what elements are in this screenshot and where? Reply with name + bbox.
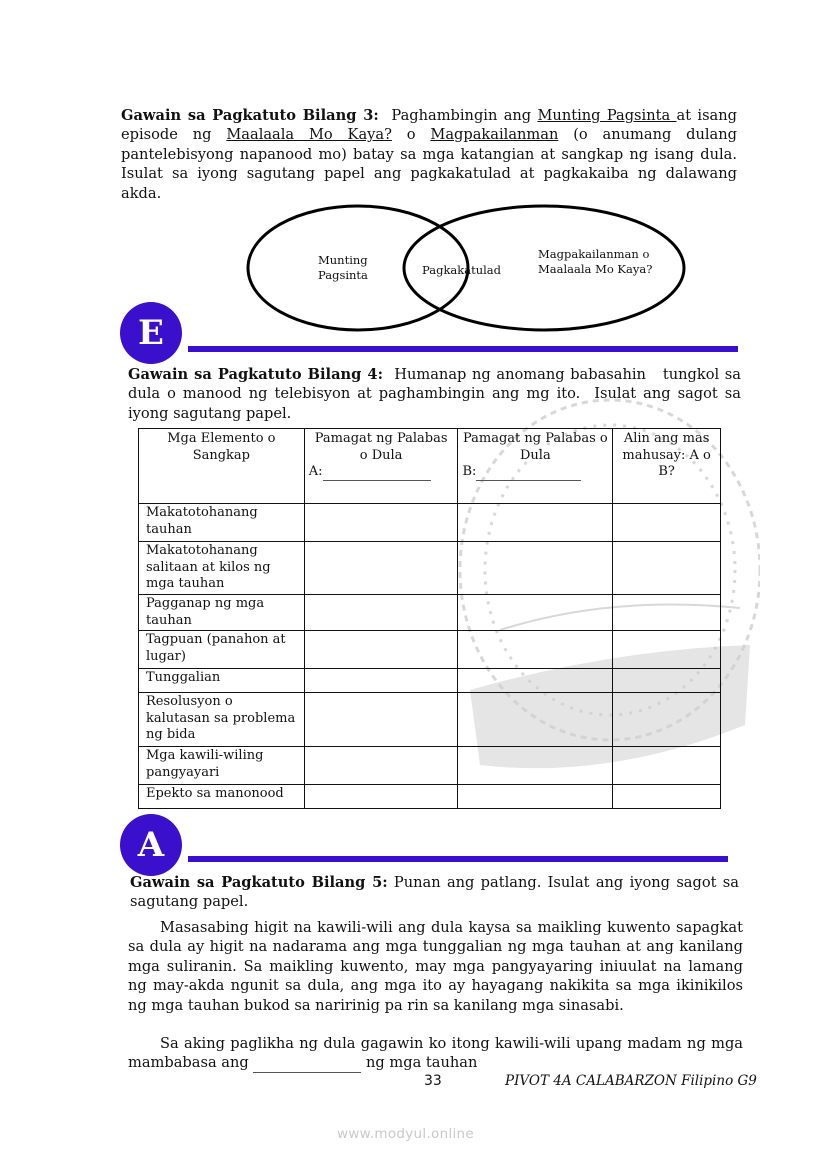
comparison-table xyxy=(138,428,721,809)
venn-left-label: Munting Pagsinta xyxy=(318,253,368,282)
header-elements: Mga Elemento o Sangkap xyxy=(139,429,305,504)
cell-a[interactable] xyxy=(304,669,458,693)
section-a-badge: A xyxy=(120,814,182,876)
activity-5-label: Gawain sa Pagkatuto Bilang 5: xyxy=(130,874,388,891)
activity-5-paragraph-1: Masasabing higit na kawili-wili ang dula kaysa sa maikling kuwento sapagkat sa dula ay higit na nadarama ang mga tunggalian ng mga tauhan at ang kanilang mga suliranin. Sa maikling kuwento, may mga pangyayaring iniuulat na lamang ng may-akda ngunit sa dula, ang mga ito ay hayagang nakikita sa mga ikinikilos ng mga tauhan bukod sa naririnig pa rin sa kanilang mga sinasabi. xyxy=(128,919,743,1014)
table-header-row xyxy=(139,429,721,504)
cell-better[interactable] xyxy=(613,785,721,809)
header-which-better: Alin ang mas mahusay: A o B? xyxy=(613,429,721,504)
activity-5-instructions: Gawain sa Pagkatuto Bilang 5: Punan ang patlang. Isulat ang iyong sagot sa sagutang papel. xyxy=(130,874,739,911)
row-label: Makatotohanang tauhan xyxy=(139,504,305,542)
cell-a[interactable] xyxy=(304,595,458,631)
row-label: Makatotohanang salitaan at kilos ng mga tauhan xyxy=(139,542,305,595)
cell-a[interactable] xyxy=(304,693,458,747)
title-b-blank[interactable] xyxy=(476,480,581,481)
table-row xyxy=(139,747,721,785)
row-label: Epekto sa manonood xyxy=(139,785,305,809)
cell-better[interactable] xyxy=(613,595,721,631)
activity-4-instructions: Gawain sa Pagkatuto Bilang 4: Humanap ng anomang babasahin tungkol sa dula o manood ng telebisyon at paghambingin ang mg ito. Isulat ang sagot sa iyong sagutang papel. xyxy=(128,366,746,422)
cell-b[interactable] xyxy=(458,747,613,785)
website-watermark: www.modyul.online xyxy=(337,1126,475,1142)
cell-better[interactable] xyxy=(613,504,721,542)
table-row xyxy=(139,504,721,542)
cell-b[interactable] xyxy=(458,693,613,747)
cell-b[interactable] xyxy=(458,669,613,693)
title-magpakailanman: Magpakailanman xyxy=(430,126,559,144)
header-title-a: Pamagat ng Palabas o Dula A: xyxy=(304,429,458,504)
header-title-b: Pamagat ng Palabas o Dula B: xyxy=(458,429,613,504)
activity-5-paragraph-2: Sa aking paglikha ng dula gagawin ko itong kawili-wili upang madam ng mga mambabasa ang ng mga tauhan xyxy=(128,1035,743,1072)
activity-3-label: Gawain sa Pagkatuto Bilang 3: xyxy=(121,107,379,124)
cell-better[interactable] xyxy=(613,669,721,693)
cell-a[interactable] xyxy=(304,747,458,785)
row-label: Tunggalian xyxy=(139,669,305,693)
cell-better[interactable] xyxy=(613,631,721,669)
table-row xyxy=(139,631,721,669)
table-row xyxy=(139,669,721,693)
cell-b[interactable] xyxy=(458,631,613,669)
activity-3-instructions: Gawain sa Pagkatuto Bilang 3: Paghambingin ang Munting Pagsinta at isang episode ng Maalaala Mo Kaya? o Magpakailanman (o anumang dulang pantelebisyong napanood mo) batay sa mga katangian at sangkap ng isang dula. Isulat sa iyong sagutang papel ang pagkakatulad at pagkakaiba ng dalawang akda. xyxy=(121,107,737,202)
section-a-divider xyxy=(188,856,728,862)
cell-b[interactable] xyxy=(458,595,613,631)
cell-b[interactable] xyxy=(458,542,613,595)
title-maalaala-mo-kaya: Maalaala Mo Kaya? xyxy=(226,126,392,144)
table-row xyxy=(139,693,721,747)
cell-better[interactable] xyxy=(613,693,721,747)
row-label: Resolusyon o kalutasan sa problema ng bida xyxy=(139,693,305,747)
title-munting-pagsinta: Munting Pagsinta xyxy=(537,107,677,124)
table-row xyxy=(139,785,721,809)
cell-a[interactable] xyxy=(304,785,458,809)
activity-4-label: Gawain sa Pagkatuto Bilang 4: xyxy=(128,366,383,383)
cell-a[interactable] xyxy=(304,542,458,595)
section-e-badge: E xyxy=(120,302,182,364)
cell-b[interactable] xyxy=(458,504,613,542)
table-row xyxy=(139,595,721,631)
cell-a[interactable] xyxy=(304,504,458,542)
footer-title: PIVOT 4A CALABARZON Filipino G9 xyxy=(505,1073,757,1089)
cell-a[interactable] xyxy=(304,631,458,669)
venn-right-label: Magpakailanman o Maalaala Mo Kaya? xyxy=(538,247,653,276)
title-a-blank[interactable] xyxy=(323,480,431,481)
page-number: 33 xyxy=(424,1073,442,1089)
cell-better[interactable] xyxy=(613,747,721,785)
row-label: Pagganap ng mga tauhan xyxy=(139,595,305,631)
row-label: Tagpuan (panahon at lugar) xyxy=(139,631,305,669)
cell-b[interactable] xyxy=(458,785,613,809)
answer-blank[interactable] xyxy=(253,1058,361,1073)
section-e-divider xyxy=(188,346,738,352)
row-label: Mga kawili-wiling pangyayari xyxy=(139,747,305,785)
cell-better[interactable] xyxy=(613,542,721,595)
venn-center-label: Pagkakatulad xyxy=(422,263,502,277)
table-row xyxy=(139,542,721,595)
